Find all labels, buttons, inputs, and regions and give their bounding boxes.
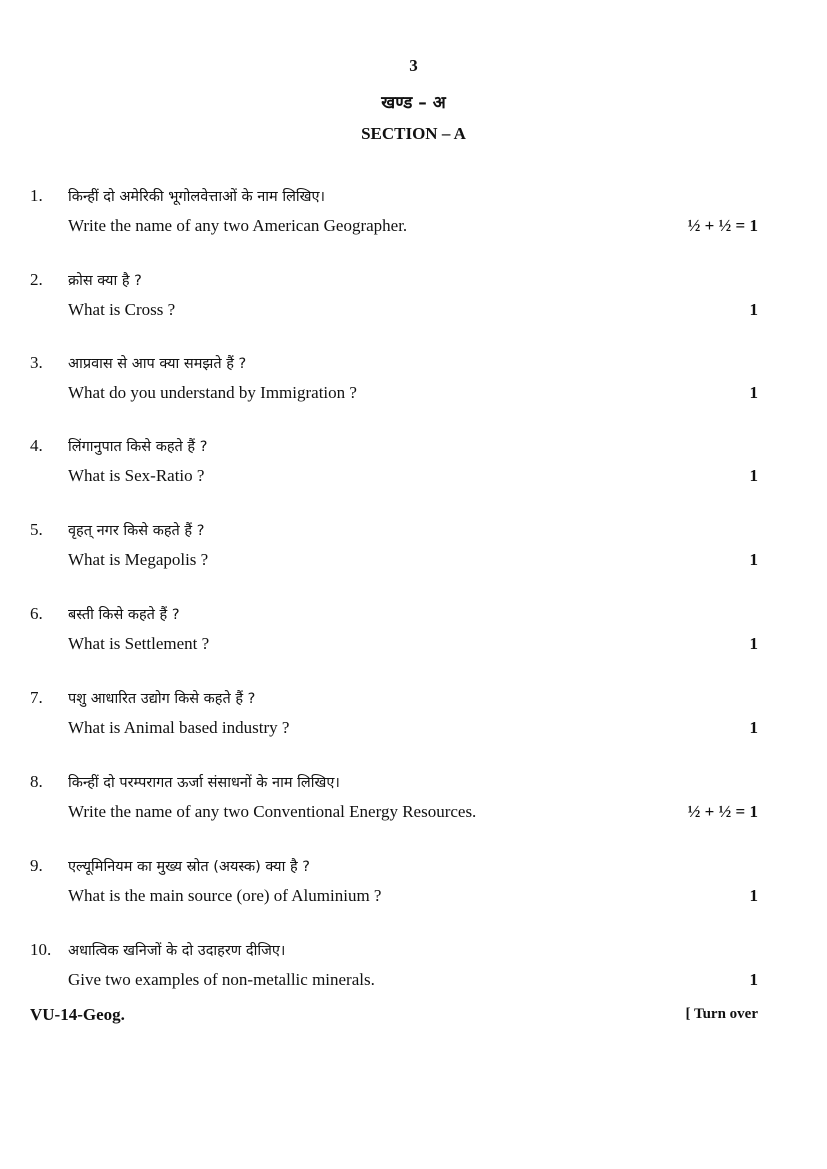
- question-number: 1.: [30, 186, 43, 205]
- question-text-english: What is Megapolis ?: [68, 550, 209, 569]
- question-text-hindi: लिंगानुपात किसे कहते हैं ?: [68, 439, 208, 455]
- question-text-hindi: बस्ती किसे कहते हैं ?: [68, 607, 180, 623]
- question-text-english: Write the name of any two American Geographer.: [68, 216, 408, 235]
- question-number: 10.: [30, 940, 52, 959]
- question-text-hindi: अधात्विक खनिजों के दो उदाहरण दीजिए।: [68, 943, 286, 959]
- paper-code: VU-14-Geog.: [30, 1005, 125, 1024]
- question-text-hindi: आप्रवास से आप क्या समझते हैं ?: [68, 356, 247, 372]
- question-marks: 1: [749, 383, 758, 402]
- section-heading-english: SECTION – A: [361, 124, 466, 143]
- question-number: 6.: [30, 604, 43, 623]
- question-marks: 1: [749, 718, 758, 737]
- question-item: [0, 186, 827, 246]
- question-number: 4.: [30, 436, 43, 455]
- question-text-hindi: किन्हीं दो परम्परागत ऊर्जा संसाधनों के नाम लिखिए।: [68, 775, 340, 791]
- question-number: 5.: [30, 520, 43, 539]
- question-number: 8.: [30, 772, 43, 791]
- question-text-english: What is Cross ?: [68, 300, 176, 319]
- question-text-hindi: किन्हीं दो अमेरिकी भूगोलवेत्ताओं के नाम लिखिए।: [68, 189, 326, 205]
- question-marks: 1: [749, 300, 758, 319]
- question-item: [0, 436, 827, 496]
- question-marks: 1: [749, 634, 758, 653]
- question-item: [0, 772, 827, 832]
- question-text-english: What is Settlement ?: [68, 634, 210, 653]
- question-item: [0, 604, 827, 664]
- page-number: 3: [409, 56, 418, 75]
- question-number: 7.: [30, 688, 43, 707]
- question-text-english: What is the main source (ore) of Aluminium ?: [68, 886, 382, 905]
- question-item: [0, 940, 827, 1000]
- question-text-english: What is Sex-Ratio ?: [68, 466, 205, 485]
- question-marks: 1: [749, 970, 758, 989]
- question-text-english: What do you understand by Immigration ?: [68, 383, 357, 402]
- question-item: [0, 520, 827, 580]
- question-text-english: Give two examples of non-metallic minerals.: [68, 970, 375, 989]
- question-item: [0, 270, 827, 330]
- question-text-hindi: क्रोस क्या है ?: [68, 273, 142, 289]
- question-number: 2.: [30, 270, 43, 289]
- question-text-hindi: वृहत् नगर किसे कहते हैं ?: [68, 523, 205, 539]
- question-item: [0, 688, 827, 748]
- section-heading-hindi: खण्ड – अ: [381, 93, 446, 113]
- question-text-english: Write the name of any two Conventional Energy Resources.: [68, 802, 477, 821]
- question-text-english: What is Animal based industry ?: [68, 718, 290, 737]
- question-number: 3.: [30, 353, 43, 372]
- turn-over-note: [ Turn over: [685, 1006, 758, 1022]
- question-text-hindi: एल्यूमिनियम का मुख्य स्रोत (अयस्क) क्या है ?: [68, 859, 310, 875]
- question-marks: ½ + ½ = 1: [687, 802, 758, 821]
- question-text-hindi: पशु आधारित उद्योग किसे कहते हैं ?: [68, 691, 256, 707]
- question-item: [0, 856, 827, 916]
- question-marks: ½ + ½ = 1: [687, 216, 758, 235]
- question-number: 9.: [30, 856, 43, 875]
- question-marks: 1: [749, 886, 758, 905]
- question-marks: 1: [749, 466, 758, 485]
- question-marks: 1: [749, 550, 758, 569]
- question-item: [0, 353, 827, 413]
